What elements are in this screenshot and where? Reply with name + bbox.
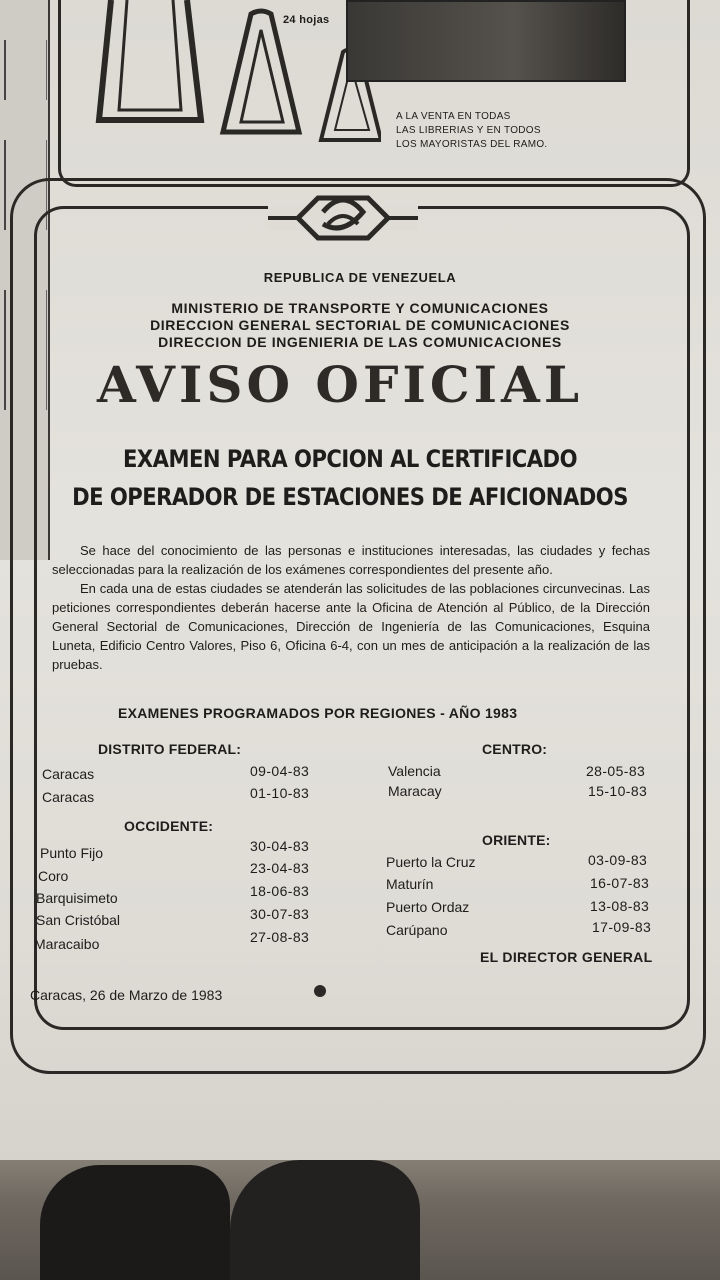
city-name: Carúpano (386, 922, 448, 938)
exam-date: 09-04-83 (250, 763, 310, 779)
subtitle-line-1: EXAMEN PARA OPCION AL CERTIFICADO (122, 445, 577, 473)
republica-heading: REPUBLICA DE VENEZUELA (263, 270, 457, 285)
exam-date: 27-08-83 (250, 929, 310, 945)
schedule-heading: EXAMENES PROGRAMADOS POR REGIONES - AÑO 1983 (118, 705, 518, 721)
region-distrito-federal: DISTRITO FEDERAL: (98, 741, 242, 757)
body-paragraph-1: Se hace del conocimiento de las personas e instituciones interesadas, las ciudades y fechas seleccionadas para la realización de los exámenes correspondientes del presente año. (52, 543, 650, 577)
exam-date: 23-04-83 (250, 860, 310, 876)
region-oriente: ORIENTE: (482, 832, 551, 848)
city-name: Caracas (42, 789, 95, 805)
exam-date: 16-07-83 (590, 875, 650, 891)
exam-date: 01-10-83 (250, 785, 310, 801)
exam-date: 18-06-83 (250, 883, 310, 899)
notice-body (52, 541, 650, 674)
notice-date: Caracas, 26 de Marzo de 1983 (30, 987, 223, 1003)
bullet-dot (314, 985, 326, 997)
ministry-logo-icon (268, 178, 418, 258)
exam-date: 30-04-83 (250, 838, 310, 854)
city-name: Maturín (386, 876, 434, 892)
shoe-left (40, 1165, 230, 1280)
direccion-general-line: DIRECCION GENERAL SECTORIAL DE COMUNICACIONES (150, 317, 570, 333)
director-signature: EL DIRECTOR GENERAL (480, 949, 653, 965)
venta-line: LOS MAYORISTAS DEL RAMO. (396, 139, 548, 150)
exam-date: 30-07-83 (250, 906, 310, 922)
region-occidente: OCCIDENTE: (124, 818, 214, 834)
city-name: Valencia (388, 763, 441, 779)
sketch-line (4, 40, 47, 100)
city-name: Puerto la Cruz (386, 854, 476, 870)
venta-line: LAS LIBRERIAS Y EN TODOS (396, 125, 541, 136)
ministerio-line: MINISTERIO DE TRANSPORTE Y COMUNICACIONES (171, 300, 549, 316)
exam-date: 17-09-83 (592, 919, 652, 935)
label-24-hojas: 24 hojas (283, 14, 330, 26)
subtitle-line-2: DE OPERADOR DE ESTACIONES DE AFICIONADOS (72, 483, 628, 511)
venta-text (396, 110, 548, 152)
direccion-ingenieria-line: DIRECCION DE INGENIERIA DE LAS COMUNICACIONES (158, 334, 562, 350)
city-name: Caracas (42, 766, 95, 782)
exam-date: 15-10-83 (588, 783, 648, 799)
exam-date: 13-08-83 (590, 898, 650, 914)
region-centro: CENTRO: (482, 741, 548, 757)
city-name: San Cristóbal (36, 912, 121, 928)
city-name: Punto Fijo (40, 845, 104, 861)
city-name: Barquisimeto (36, 890, 118, 906)
shoe-right (230, 1160, 420, 1280)
city-name: Maracay (388, 783, 442, 799)
body-paragraph-2: En cada una de estas ciudades se atenderán las solicitudes de las poblaciones circunvecinas. Las peticiones correspondientes deberán hacerse ante la Oficina de Atención al Público, de la Dirección General Sectorial de Comunicaciones, Dirección de Ingeniería de las Comunicaciones, Esquina Luneta, Edificio Centro Valores, Piso 6, Oficina 6-4, con un mes de anticipación a la realización de las pruebas. (52, 581, 650, 672)
dark-photo (346, 0, 626, 82)
city-name: Maracaibo (34, 936, 100, 952)
exam-date: 28-05-83 (586, 763, 646, 779)
exam-subtitle (68, 440, 631, 516)
ministry-heading-block (0, 300, 720, 351)
notebook-illustration (91, 0, 381, 150)
notice-title: AVISO OFICIAL (97, 355, 583, 414)
exam-date: 03-09-83 (588, 852, 648, 868)
venta-line: A LA VENTA EN TODAS (396, 111, 511, 122)
city-name: Puerto Ordaz (386, 899, 470, 915)
city-name: Coro (38, 868, 69, 884)
